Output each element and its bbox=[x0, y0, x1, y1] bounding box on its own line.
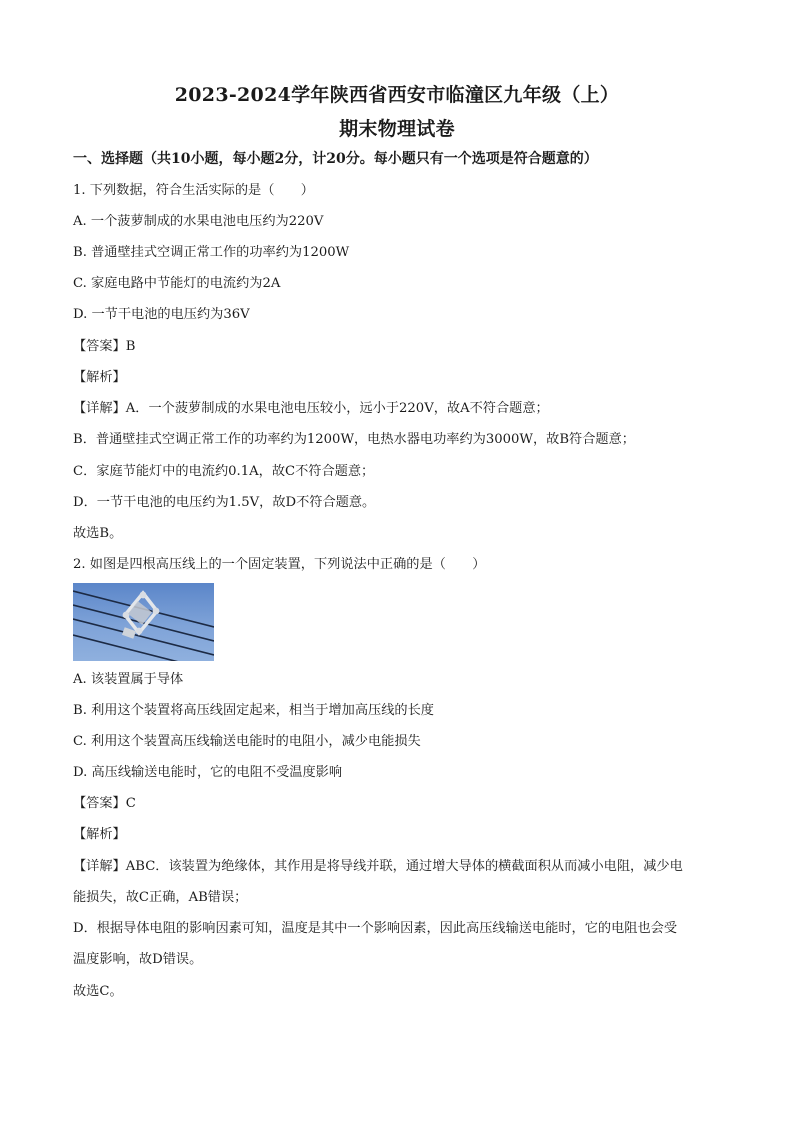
q1-answer: 【答案】B bbox=[73, 339, 136, 354]
spacer-photo-drawing bbox=[73, 583, 214, 661]
q1-detail-2: B．普通壁挂式空调正常工作的功率约为1200W，电热水器电功率约为3000W，故B符合题意； bbox=[73, 432, 635, 447]
spacer-device bbox=[122, 592, 159, 639]
section-heading: 一、选择题（共10小题，每小题2分，计20分。每小题只有一个选项是符合题意的） bbox=[73, 151, 598, 167]
q2-detail-4: 温度影响，故D错误。 bbox=[73, 952, 203, 967]
q2-option-b: B. 利用这个装置将高压线固定起来，相当于增加高压线的长度 bbox=[73, 703, 434, 718]
q2-option-c: C. 利用这个装置高压线输送电能时的电阻小，减少电能损失 bbox=[73, 734, 421, 749]
q1-analysis-label: 【解析】 bbox=[73, 370, 126, 385]
wire-4 bbox=[73, 635, 214, 661]
q2-detail-3: D．根据导体电阻的影响因素可知，温度是其中一个影响因素，因此高压线输送电能时，它的电阻也会受 bbox=[73, 921, 678, 936]
exam-subtitle: 期末物理试卷 bbox=[339, 118, 455, 140]
high-voltage-spacer-photo bbox=[73, 583, 214, 661]
q1-conclusion: 故选B。 bbox=[73, 526, 123, 541]
q2-detail-2: 能损失，故C正确，AB错误； bbox=[73, 890, 248, 905]
wire-3 bbox=[73, 619, 214, 655]
q1-option-a: A. 一个菠萝制成的水果电池电压约为220V bbox=[73, 214, 324, 229]
q2-conclusion: 故选C。 bbox=[73, 984, 123, 999]
q2-option-d: D. 高压线输送电能时，它的电阻不受温度影响 bbox=[73, 765, 343, 780]
q2-option-a: A. 该装置属于导体 bbox=[73, 672, 184, 687]
q2-stem: 2. 如图是四根高压线上的一个固定装置，下列说法中正确的是（ ） bbox=[73, 557, 486, 572]
q2-analysis-label: 【解析】 bbox=[73, 827, 126, 842]
q1-stem: 1. 下列数据，符合生活实际的是（ ） bbox=[73, 183, 314, 198]
q1-option-c: C. 家庭电路中节能灯的电流约为2A bbox=[73, 276, 281, 291]
q1-detail-1: 【详解】A．一个菠萝制成的水果电池电压较小，远小于220V，故A不符合题意； bbox=[73, 401, 549, 416]
q1-option-d: D. 一节干电池的电压约为36V bbox=[73, 307, 250, 322]
exam-title: 2023-2024学年陕西省西安市临潼区九年级（上） bbox=[174, 84, 620, 106]
q2-answer: 【答案】C bbox=[73, 796, 136, 811]
q1-detail-3: C．家庭节能灯中的电流约0.1A，故C不符合题意； bbox=[73, 464, 375, 479]
q2-detail-1: 【详解】ABC．该装置为绝缘体，其作用是将导线并联，通过增大导体的横截面积从而减小电阻，减少电 bbox=[73, 859, 683, 874]
q1-detail-4: D．一节干电池的电压约为1.5V，故D不符合题意。 bbox=[73, 495, 376, 510]
q1-option-b: B. 普通壁挂式空调正常工作的功率约为1200W bbox=[73, 245, 350, 260]
